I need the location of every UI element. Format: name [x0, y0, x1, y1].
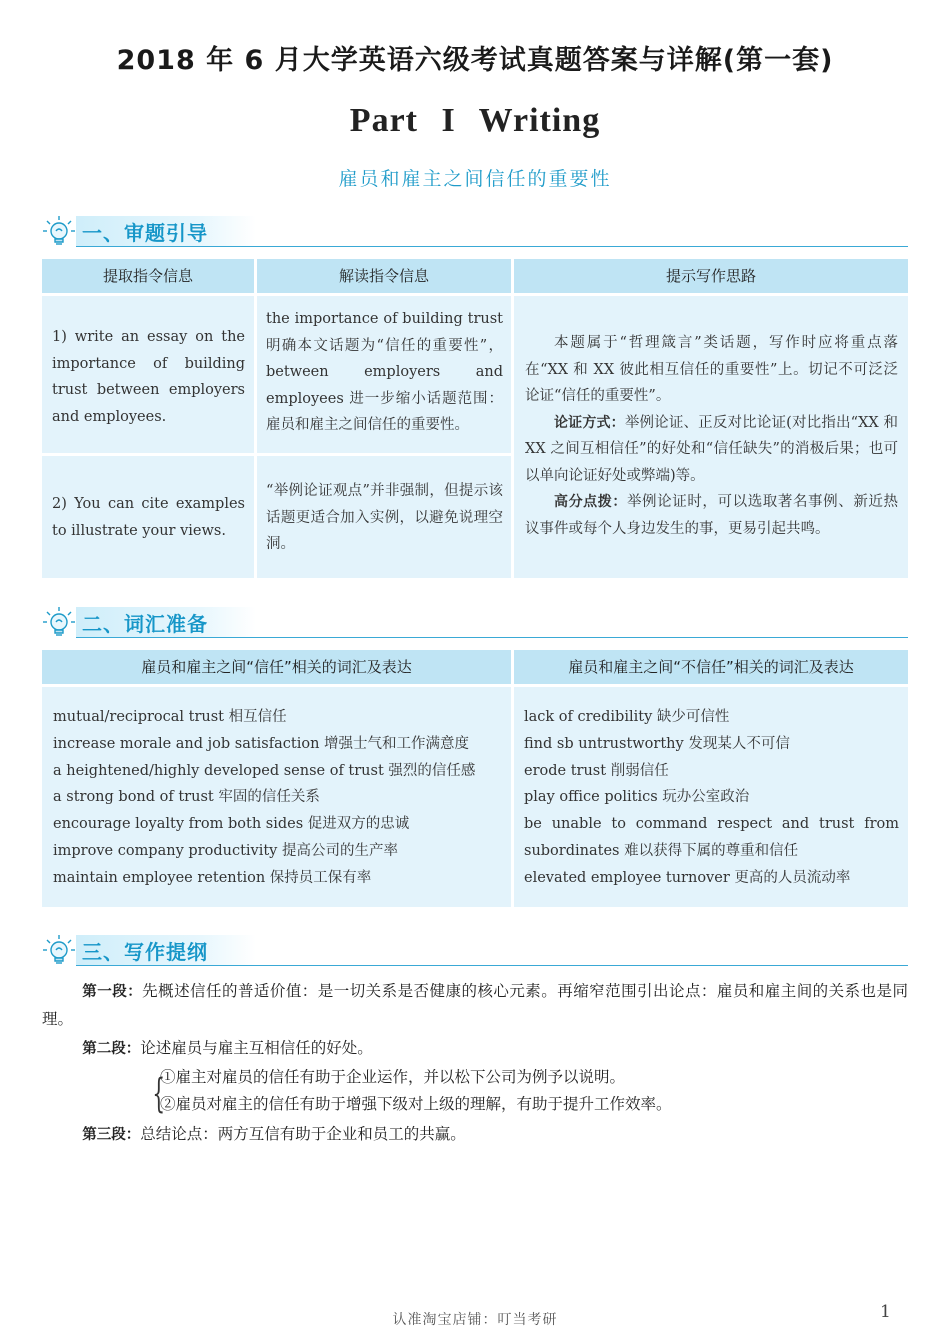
part-title: Part I Writing	[349, 102, 601, 139]
section-title: 二、词汇准备	[82, 612, 208, 636]
list-item: elevated employee turnover 更高的人员流动率	[524, 869, 851, 886]
outline-paragraph-1: 第一段：先概述信任的普适价值：是一切关系是否健康的核心元素。再缩窄范围引出论点：雇员和雇主间的关系也是同理。	[42, 982, 908, 1028]
section-header-vocabulary	[42, 605, 908, 639]
table1-header-1: 提取指令信息	[42, 259, 254, 293]
section-header-outline	[42, 933, 908, 967]
page-number: 1	[880, 1302, 891, 1322]
lightbulb-icon	[42, 933, 76, 967]
list-item: be unable to command respect and trust from subordinates 难以获得下属的尊重和信任	[524, 816, 899, 859]
outline-paragraph-3: 第三段：总结论点：两方互信有助于企业和员工的共赢。	[82, 1125, 466, 1143]
table1-writing-tips: 本题属于“哲理箴言”类话题，写作时应将重点落在“XX 和 XX 彼此相互信任的重要性”上。切记不可泛泛论证“信任的重要性”。 论证方式：举例论证、正反对比论证(对比指出“XX 和 XX 之间互相信任”的好处和“信任缺失”的消极后果；也可以单向论证好处或弊端)等。 高分点拨：举例论证时，可以选取著名事例、新近热议事件或每个人身边发生的事，更易引起共鸣。	[514, 296, 908, 578]
lightbulb-icon	[42, 214, 76, 248]
table1-row1-interpretation: the importance of building trust 明确本文话题为“信任的重要性”，between employers and employees 进一步缩小话题范围：雇员和雇主之间信任的重要性。	[257, 296, 511, 453]
list-item: encourage loyalty from both sides 促进双方的忠诚	[53, 816, 410, 833]
section-title: 一、审题引导	[82, 221, 208, 245]
list-item: mutual/reciprocal trust 相互信任	[53, 709, 287, 725]
list-item: find sb untrustworthy 发现某人不可信	[524, 735, 790, 752]
outline-point-2: ②雇员对雇主的信任有助于增强下级对上级的理解，有助于提升工作效率。	[160, 1095, 672, 1113]
list-item: play office politics 玩办公室政治	[524, 789, 750, 806]
list-item: a strong bond of trust 牢固的信任关系	[53, 789, 320, 806]
table2-distrust-vocabulary	[514, 687, 908, 907]
list-item: increase morale and job satisfaction 增强士气和工作满意度	[53, 735, 470, 752]
list-item: maintain employee retention 保持员工保有率	[53, 869, 372, 886]
section-header-analysis	[42, 214, 908, 248]
list-item: erode trust 削弱信任	[524, 762, 669, 779]
outline-paragraph-2: 第二段：论述雇员与雇主互相信任的好处。	[82, 1039, 373, 1057]
outline-point-1: ①雇主对雇员的信任有助于企业运作，并以松下公司为例予以说明。	[160, 1068, 626, 1086]
list-item: lack of credibility 缺少可信性	[524, 709, 730, 725]
list-item: improve company productivity 提高公司的生产率	[53, 842, 398, 859]
brace-symbol: {	[152, 1071, 166, 1117]
footer-shop-note: 认准淘宝店铺：叮当考研	[392, 1312, 558, 1328]
table2-header-trust: 雇员和雇主之间“信任”相关的词汇及表达	[42, 650, 511, 684]
document-title: 2018 年 6 月大学英语六级考试真题答案与详解(第一套)	[116, 45, 834, 76]
table1-header-3: 提示写作思路	[514, 259, 908, 293]
essay-topic-subtitle: 雇员和雇主之间信任的重要性	[338, 168, 612, 190]
table2-trust-vocabulary	[42, 687, 511, 907]
list-item: a heightened/highly developed sense of trust 强烈的信任感	[53, 762, 476, 779]
table1-row2-interpretation: “举例论证观点”并非强制，但提示该话题更适合加入实例，以避免说理空洞。	[257, 456, 511, 578]
lightbulb-icon	[42, 605, 76, 639]
table1-row2-instruction: 2) You can cite examples to illustrate your views.	[42, 456, 254, 578]
table1-row1-instruction: 1) write an essay on the importance of building trust between employers and employees.	[42, 296, 254, 453]
table1-header-2: 解读指令信息	[257, 259, 511, 293]
section-title: 三、写作提纲	[82, 940, 208, 964]
table2-header-distrust: 雇员和雇主之间“不信任”相关的词汇及表达	[514, 650, 908, 684]
